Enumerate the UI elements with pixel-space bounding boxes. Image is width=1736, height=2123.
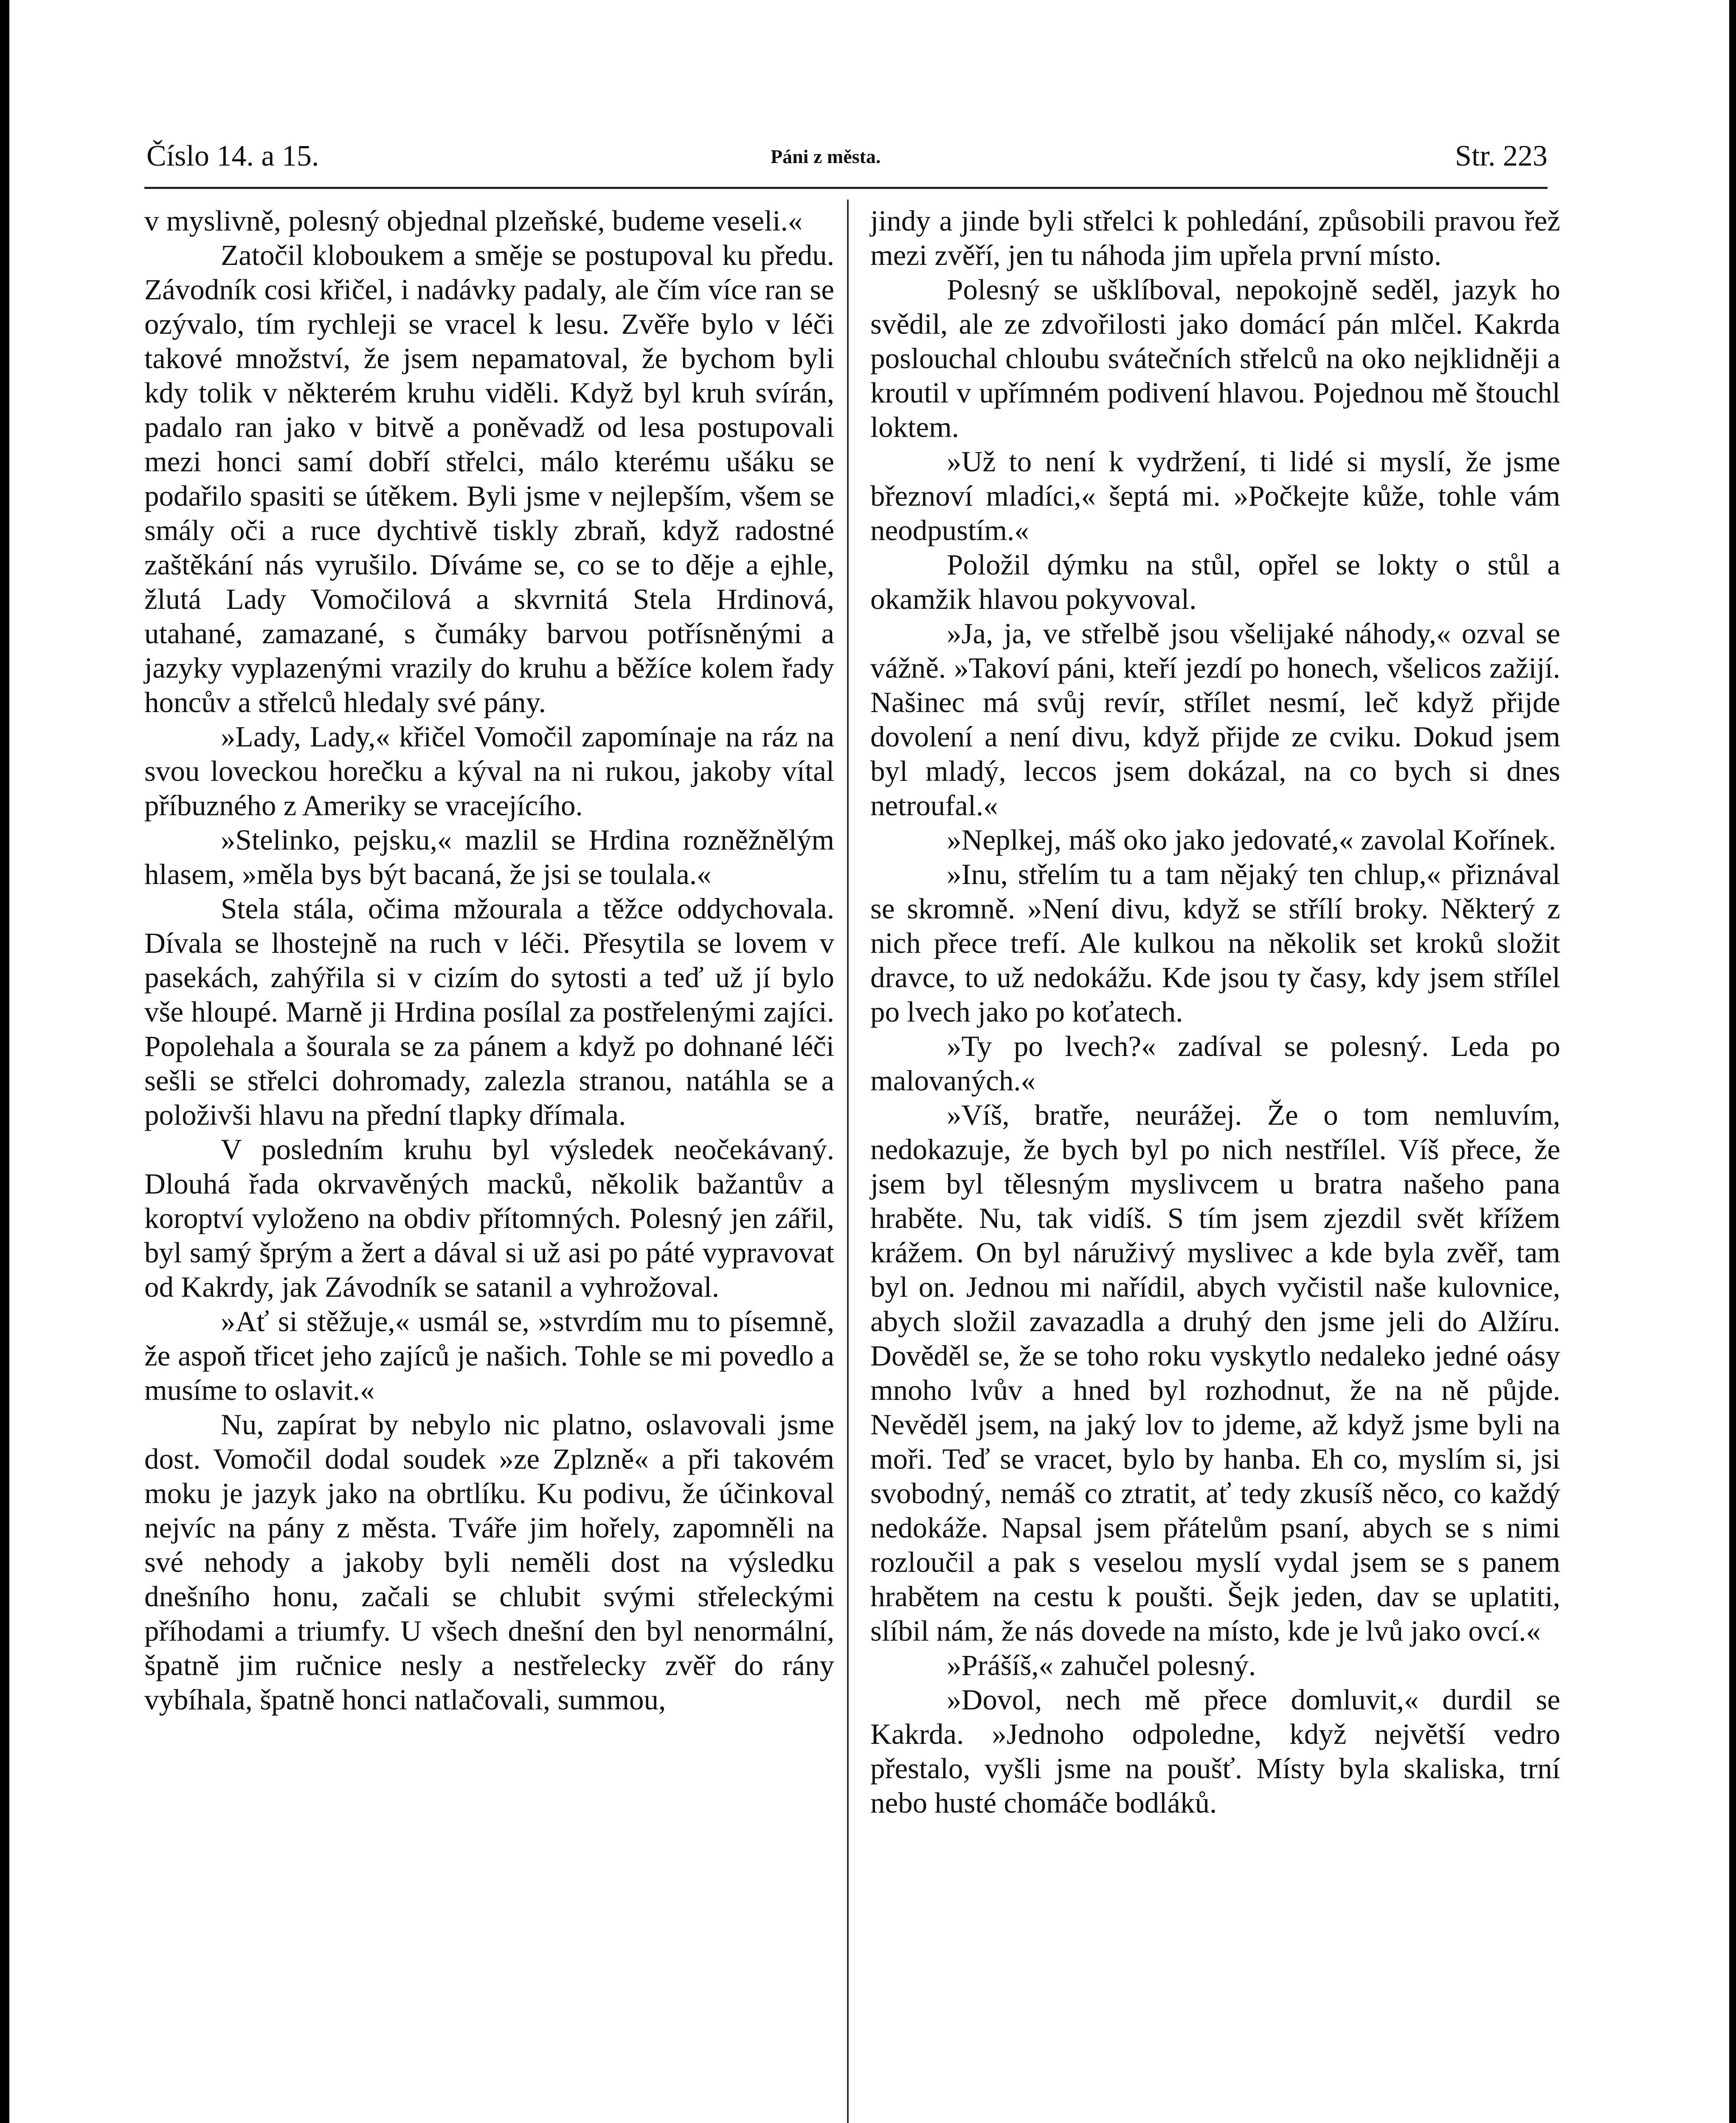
paragraph: »Lady, Lady,« křičel Vomočil zapomínaje na ráz na svou loveckou horečku a kýval na ni rukou, jakoby vítal příbuzného z Ameriky se vracejícího. [144, 721, 834, 822]
paragraph: »Stelinko, pejsku,« mazlil se Hrdina rozněžnělým hlasem, »měla bys být bacaná, že jsi se toulala.« [144, 824, 834, 890]
paragraph: v myslivně, polesný objednal plzeňské, budeme veseli.« [144, 205, 803, 237]
paragraph: »Prášíš,« zahučel polesný. [947, 1649, 1256, 1681]
paragraph: »Dovol, nech mě přece domluvit,« durdil se Kakrda. »Jednoho odpoledne, když největší vedro přestalo, vyšli jsme na poušť. Místy byla skaliska, trní nebo husté chomáče bodláků. [870, 1684, 1560, 1819]
scan-edge-right [1729, 0, 1736, 2123]
issue-number: Číslo 14. a 15. [146, 140, 319, 172]
paragraph: V posledním kruhu byl výsledek neočekávaný. Dlouhá řada okrvavěných macků, několik bažantův a koroptví vyloženo na obdiv přítomných. Polesný jen zářil, byl samý šprým a žert a dával si už asi po páté vypravovat od Kakrdy, jak Závodník se satanil a vyhrožoval. [144, 1133, 834, 1303]
column-rule [847, 200, 849, 2123]
paragraph: »Ja, ja, ve střelbě jsou všelijaké náhody,« ozval se vážně. »Takoví páni, kteří jezdí po honech, všelicos zažijí. Našinec má svůj revír, střílet nesmí, leč když přijde dovolení a není divu, když přijde ze cviku. Dokud jsem byl mladý, leccos jsem dokázal, na co bych si dnes netroufal.« [870, 617, 1560, 822]
paragraph: Položil dýmku na stůl, opřel se lokty o stůl a okamžik hlavou pokyvoval. [870, 549, 1560, 615]
paragraph: Stela stála, očima mžourala a těžce oddychovala. Dívala se lhostejně na ruch v léči. Přesytila se lovem v pasekách, zahýřila si v cizím do sytosti a teď už jí bylo vše hloupé. Marně ji Hrdina posílal za postřelenými zajíci. Popolehala a šourala se za pánem a když po dohnané léči sešli se střelci dohromady, zalezla stranou, natáhla se a položivši hlavu na přední tlapky dřímala. [144, 893, 834, 1131]
left-column [144, 204, 834, 1717]
paragraph: »Ty po lvech?« zadíval se polesný. Leda po malovaných.« [870, 1030, 1560, 1097]
paragraph: Polesný se ušklíboval, nepokojně seděl, jazyk ho svědil, ale ze zdvořilosti jako domácí pán mlčel. Kakrda poslouchal chloubu svátečních střelců na oko nejklidněji a kroutil v upřímném podivení hlavou. Pojednou mě štouchl loktem. [870, 273, 1560, 443]
paragraph: »Neplkej, máš oko jako jedovaté,« zavolal Kořínek. [947, 824, 1556, 856]
paragraph: »Už to není k vydržení, ti lidé si myslí, že jsme březnoví mladíci,« šeptá mi. »Počkejte kůže, tohle vám neodpustím.« [870, 445, 1560, 546]
paragraph: Nu, zapírat by nebylo nic platno, oslavovali jsme dost. Vomočil dodal soudek »ze Zplzně« a při takovém moku je jazyk jako na obrtlíku. Ku podivu, že účinkoval nejvíc na pány z města. Tváře jim hořely, zapomněli na své nehody a jakoby byli neměli dost na výsledku dnešního honu, začali se chlubit svými střeleckými příhodami a triumfy. U všech dnešní den byl nenormální, špatně jim ručnice nesly a nestřelecky zvěř do rány vybíhala, špatně honci natlačovali, summou, [144, 1408, 834, 1716]
running-title: Páni z města. [771, 146, 881, 167]
scan-edge-left [0, 0, 9, 2123]
header-rule [144, 187, 1547, 189]
paragraph: »Inu, střelím tu a tam nějaký ten chlup,« přiznával se skromně. »Není divu, když se střílí broky. Některý z nich přece trefí. Ale kulkou na několik set kroků složit dravce, to už nedokážu. Kde jsou ty časy, kdy jsem střílel po lvech jako po koťatech. [870, 858, 1560, 1028]
right-column [870, 204, 1560, 1820]
page-header [146, 136, 1547, 183]
paragraph: jindy a jinde byli střelci k pohledání, způsobili pravou řež mezi zvěří, jen tu náhoda jim upřela první místo. [870, 205, 1560, 271]
paragraph: »Víš, bratře, neurážej. Že o tom nemluvím, nedokazuje, že bych byl po nich nestřílel. Víš přece, že jsem byl tělesným myslivcem u bratra našeho pana hraběte. Nu, tak vidíš. S tím jsem zjezdil svět křížem krážem. On byl náruživý myslivec a kde byla zvěř, tam byl on. Jednou mi nařídil, abych vyčistil naše kulovnice, abych složil zavazadla a druhý den jsme jeli do Alžíru. Dověděl se, že se toho roku vyskytlo nedaleko jedné oásy mnoho lvův a hned byl rozhodnut, že na ně půjde. Nevěděl jsem, na jaký lov to jdeme, až když jsme byli na moři. Teď se vracet, bylo by hanba. Eh co, myslím si, jsi svobodný, nemáš co ztratit, ať tedy zkusíš něco, co každý nedokáže. Napsal jsem přátelům psaní, abych se s nimi rozloučil a pak s veselou myslí vydal jsem se s panem hrabětem na cestu k poušti. Šejk jeden, dav se uplatiti, slíbil nám, že nás dovede na místo, kde je lvů jako ovcí.« [870, 1099, 1560, 1647]
paragraph: Zatočil kloboukem a směje se postupoval ku předu. Závodník cosi křičel, i nadávky padaly, ale čím více ran se ozývalo, tím rychleji se vracel k lesu. Zvěře bylo v léči takové množství, že jsem nepamatoval, že bychom byli kdy tolik v některém kruhu viděli. Když byl kruh svírán, padalo ran jako v bitvě a poněvadž od lesa postupovali mezi honci samí dobří střelci, málo kterému ušáku se podařilo spasiti se útěkem. Byli jsme v nejlepším, všem se smály oči a ruce dychtivě tiskly zbraň, když radostné zaštěkání nás vyrušilo. Díváme se, co se to děje a ejhle, žlutá Lady Vomočilová a skvrnitá Stela Hrdinová, utahané, zamazané, s čumáky barvou potřísněnými a jazyky vyplazenými vrazily do kruhu a běžíce kolem řady honcův a střelců hledaly své pány. [144, 239, 834, 718]
page-number: Str. 223 [1455, 140, 1547, 172]
paragraph: »Ať si stěžuje,« usmál se, »stvrdím mu to písemně, že aspoň třicet jeho zajíců je našich. Tohle se mi povedlo a musíme to oslavit.« [144, 1305, 834, 1406]
